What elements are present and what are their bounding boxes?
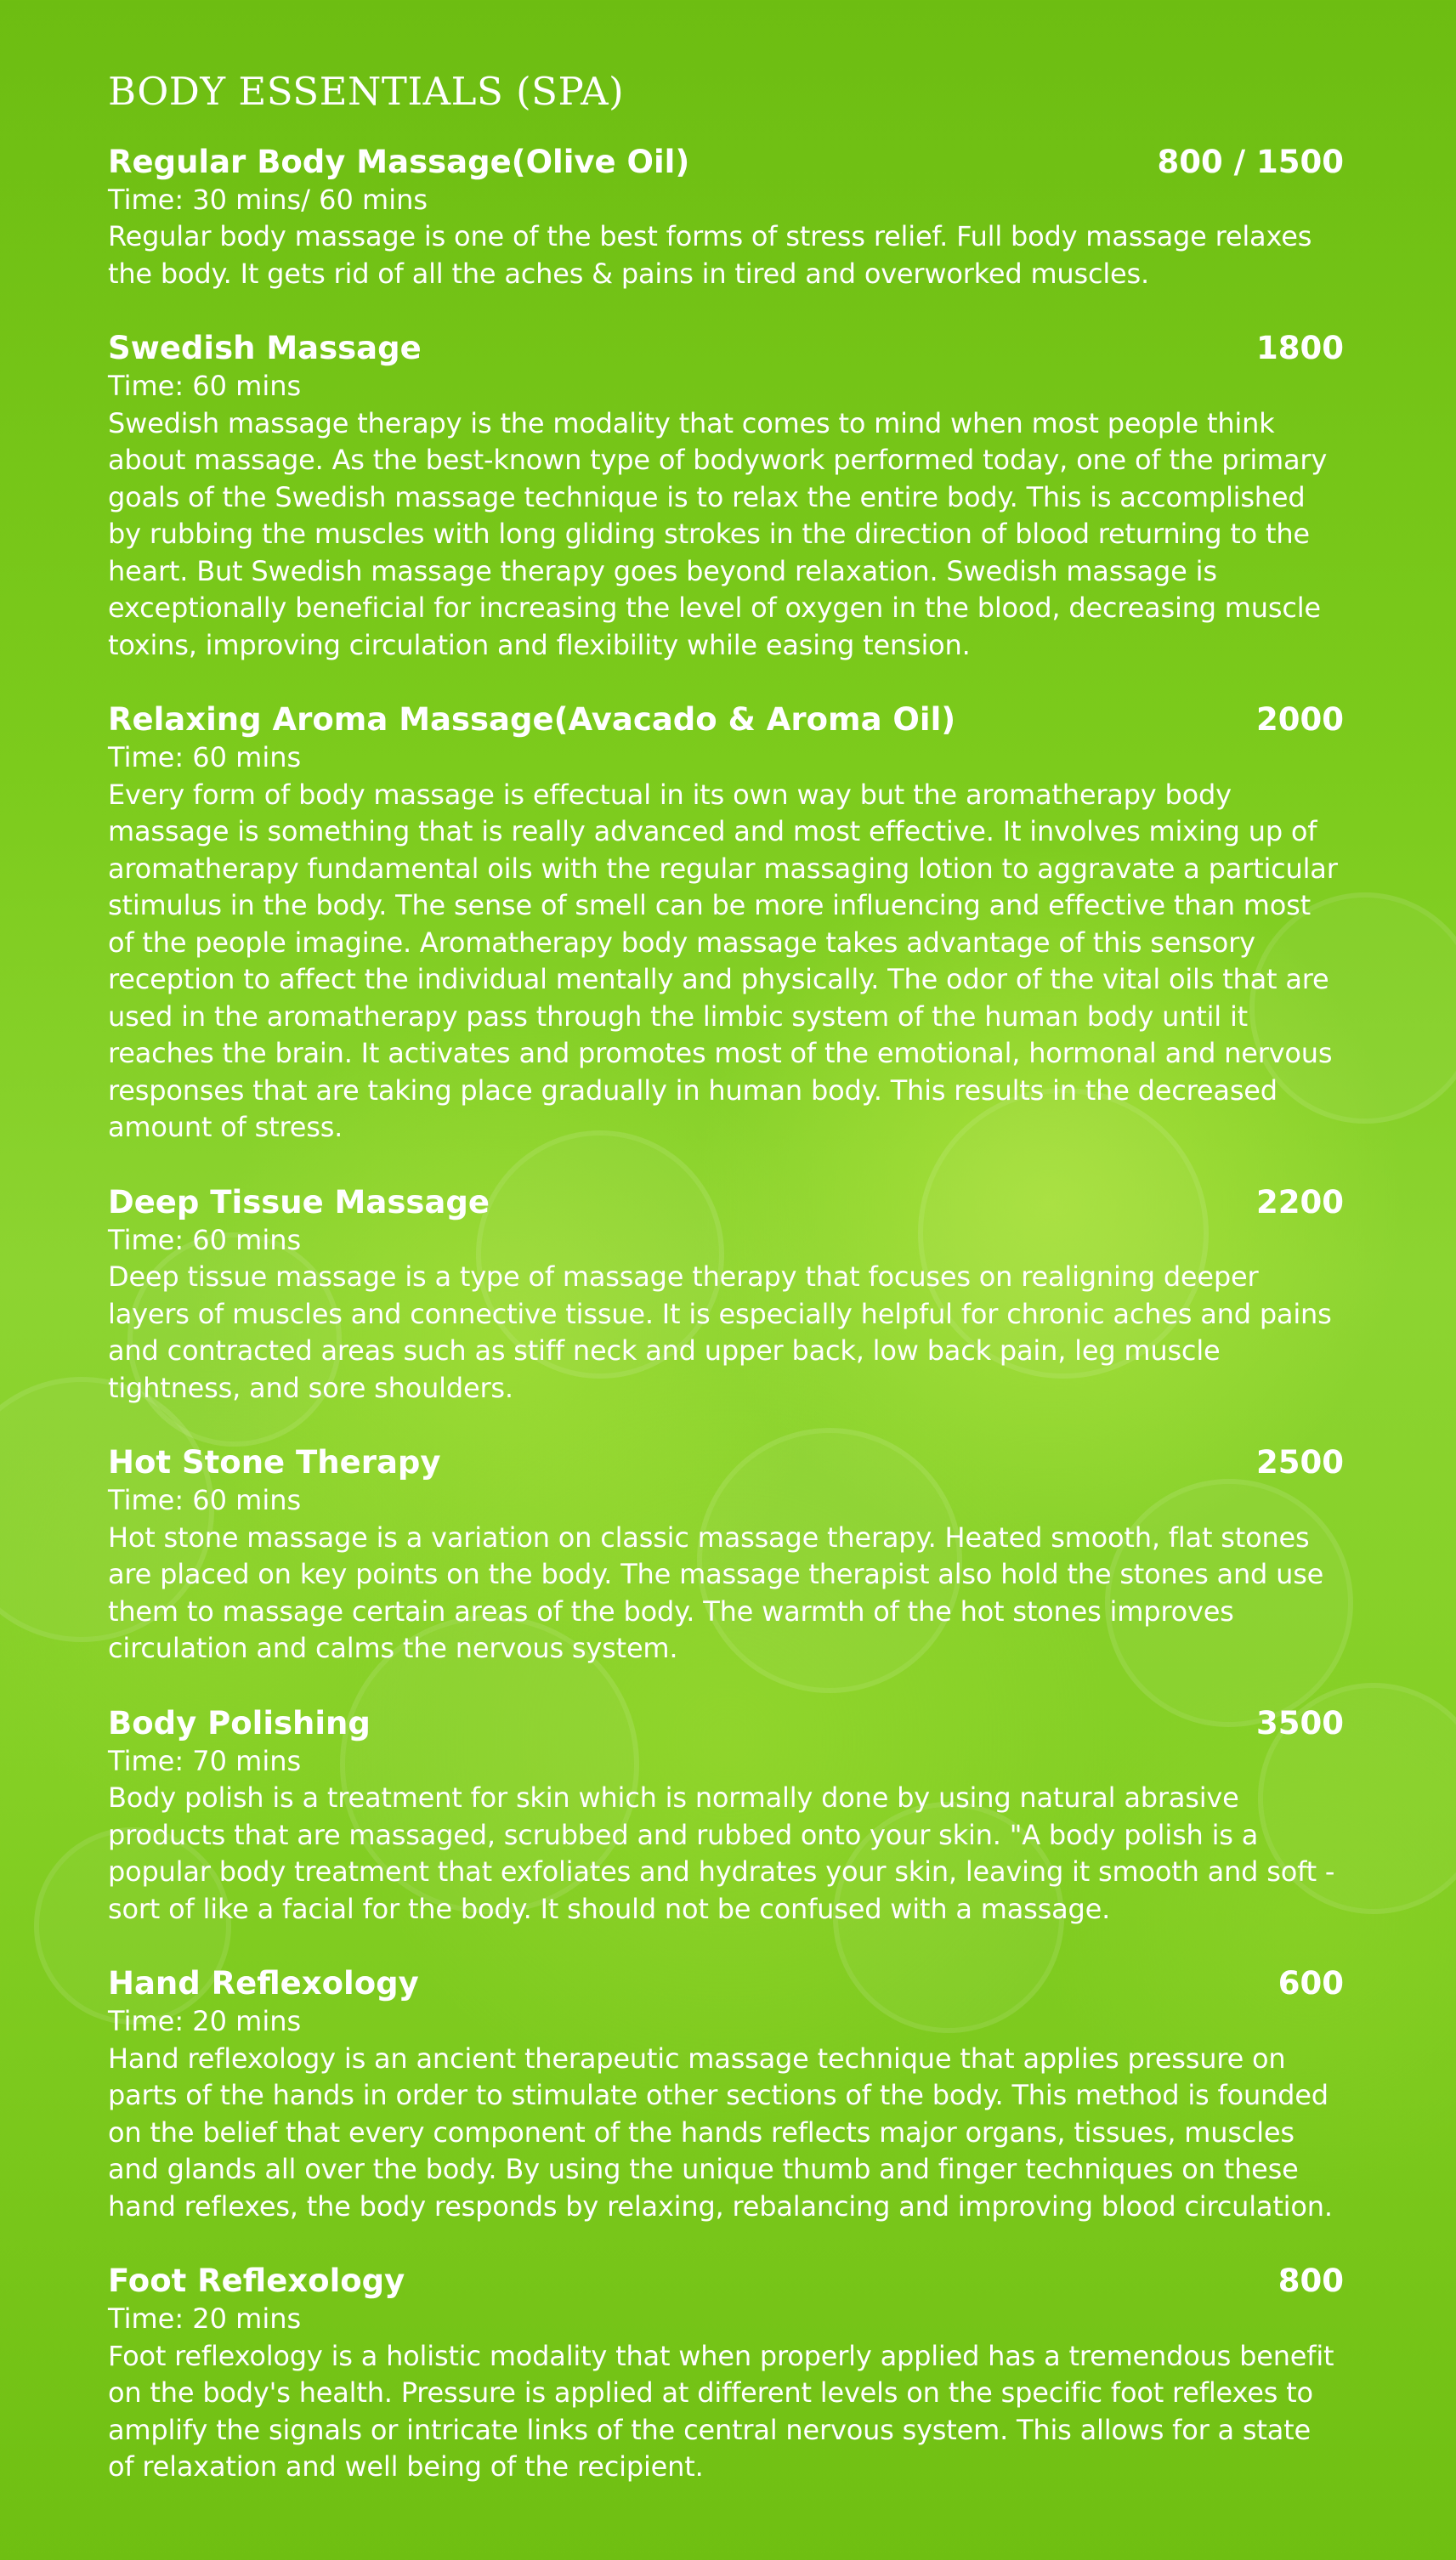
service-name: Hot Stone Therapy	[108, 1444, 441, 1481]
service-name: Body Polishing	[108, 1704, 371, 1742]
service-item-hand-reflexology	[108, 1964, 1344, 2225]
service-header	[108, 1964, 1344, 2003]
service-price: 2500	[1256, 1444, 1344, 1481]
service-price: 800	[1278, 2263, 1344, 2300]
service-name: Deep Tissue Massage	[108, 1183, 490, 1221]
service-description: Swedish massage therapy is the modality that comes to mind when most people think about massage. As the best-known type of bodywork performed today, one of the primary goals of the Swedish massage technique is to relax the entire body. This is accomplished by rubbing the muscles with long gliding strokes in the direction of blood returning to the heart. But Swedish massage therapy goes beyond relaxation. Swedish massage is exceptionally beneficial for increasing the level of oxygen in the blood, decreasing muscle toxins, improving circulation and flexibility while easing tension.	[108, 406, 1328, 661]
service-description: Regular body massage is one of the best forms of stress relief. Full body massage relaxes the body. It gets rid of all the aches & pains in tired and overworked muscles.	[108, 220, 1312, 290]
service-header	[108, 1704, 1344, 1743]
service-item-foot-reflexology	[108, 2262, 1344, 2486]
service-price: 1800	[1256, 330, 1344, 367]
service-duration: Time: 20 mins	[108, 2005, 302, 2038]
service-price: 3500	[1256, 1704, 1344, 1742]
service-header	[108, 143, 1344, 182]
service-item-regular-body-massage	[108, 143, 1344, 293]
service-name: Swedish Massage	[108, 330, 422, 367]
service-header	[108, 700, 1344, 739]
service-description: Body polish is a treatment for skin which is normally done by using natural abrasive products that are massaged, scrubbed and rubbed onto your skin. "A body polish is a popular body treatment that exfoliates and hydrates your skin, leaving it smooth and soft - sort of like a facial for the body. It should not be confused with a massage.	[108, 1781, 1335, 1925]
service-header	[108, 329, 1344, 368]
service-price: 2200	[1256, 1183, 1344, 1221]
service-duration: Time: 20 mins	[108, 2302, 302, 2336]
service-description: Foot reflexology is a holistic modality that when properly applied has a tremendous benefit on the body's health. Pressure is applied at different levels on the specific foot reflexes to amplify the signals or intricate links of the central nervous system. This allows for a state of relaxation and well being of the recipient.	[108, 2339, 1334, 2484]
service-name: Hand Reflexology	[108, 1965, 419, 2002]
service-description: Every form of body massage is effectual in its own way but the aromatherapy body massage is something that is really advanced and most effective. It involves mixing up of aromatherapy fundamental oils with the regular massaging lotion to aggravate a particular stimulus in the body. The sense of smell can be more influencing and effective than most of the people imagine. Aromatherapy body massage takes advantage of this sensory reception to affect the individual mentally and physically. The odor of the vital oils that are used in the aromatherapy pass through the limbic system of the human body until it reaches the brain. It activates and promotes most of the emotional, hormonal and nervous responses that are taking place gradually in human body. This results in the decreased amount of stress.	[108, 778, 1338, 1144]
service-description: Hand reflexology is an ancient therapeutic massage technique that applies pressure on parts of the hands in order to stimulate other sections of the body. This method is founded on the belief that every component of the hands reflects major organs, tissues, muscles and glands all over the body. By using the unique thumb and finger techniques on these hand reflexes, the body responds by relaxing, rebalancing and improving blood circulation.	[108, 2042, 1333, 2223]
service-duration: Time: 60 mins	[108, 370, 302, 403]
service-price: 800 / 1500	[1157, 143, 1344, 180]
service-item-body-polishing	[108, 1704, 1344, 1928]
service-price: 2000	[1256, 701, 1344, 739]
service-header	[108, 1443, 1344, 1482]
page-title: BODY ESSENTIALS (SPA)	[108, 69, 625, 114]
service-duration: Time: 60 mins	[108, 741, 302, 774]
service-item-hot-stone-therapy	[108, 1443, 1344, 1668]
service-name: Regular Body Massage(Olive Oil)	[108, 143, 690, 180]
service-name: Relaxing Aroma Massage(Avacado & Aroma Oil)	[108, 701, 956, 739]
service-header	[108, 1183, 1344, 1222]
service-duration: Time: 60 mins	[108, 1484, 302, 1517]
service-name: Foot Reflexology	[108, 2263, 405, 2300]
service-description: Deep tissue massage is a type of massage therapy that focuses on realigning deeper layers of muscles and connective tissue. It is especially helpful for chronic aches and pains and contracted areas such as stiff neck and upper back, low back pain, leg muscle tightness, and sore shoulders.	[108, 1260, 1332, 1404]
service-duration: Time: 70 mins	[108, 1744, 302, 1777]
service-duration: Time: 30 mins/ 60 mins	[108, 183, 428, 216]
service-item-relaxing-aroma-massage	[108, 700, 1344, 1147]
spa-menu-page	[108, 70, 1344, 2523]
service-duration: Time: 60 mins	[108, 1223, 302, 1256]
service-price: 600	[1278, 1965, 1344, 2002]
service-header	[108, 2262, 1344, 2301]
service-item-swedish-massage	[108, 329, 1344, 664]
service-description: Hot stone massage is a variation on classic massage therapy. Heated smooth, flat stones are placed on key points on the body. The massage therapist also hold the stones and use them to massage certain areas of the body. The warmth of the hot stones improves circulation and calms the nervous system.	[108, 1521, 1324, 1665]
service-item-deep-tissue-massage	[108, 1183, 1344, 1407]
